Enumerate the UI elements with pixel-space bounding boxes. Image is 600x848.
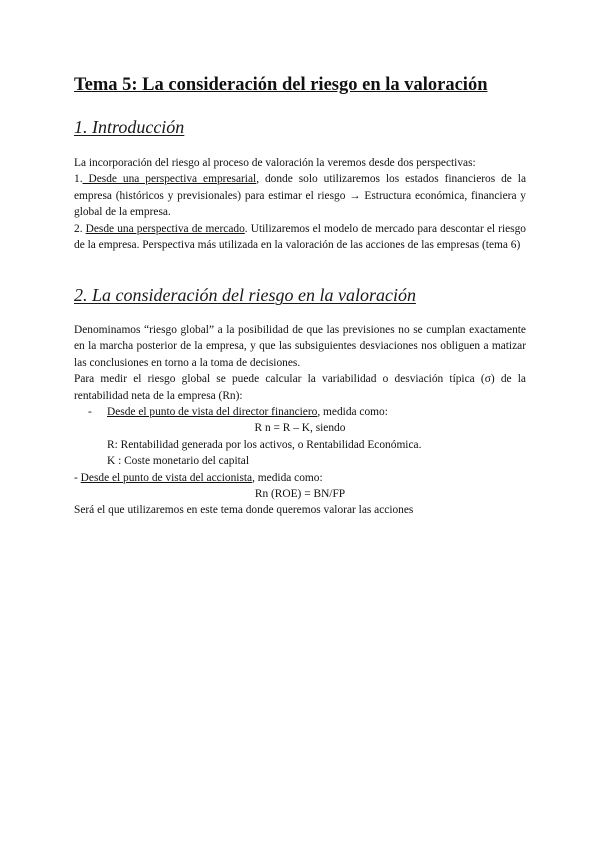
section-heading-introduccion: 1. Introducción — [74, 117, 185, 137]
list-item-text: , donde solo utilizaremos los estados financieros de la empresa (históricos y previsionales) para estimar el riesgo → Estructura económica, financiera y global de la empresa. — [74, 173, 527, 219]
definition-r: R: Rentabilidad generada por los activos, o Rentabilidad Económica. — [107, 438, 422, 451]
bullet-text: , medida como: — [317, 406, 388, 419]
intro-paragraph: La incorporación del riesgo al proceso de valoración la veremos desde dos perspectivas: — [74, 157, 476, 169]
section-heading-riesgo: 2. La consideración del riesgo en la valoración — [74, 285, 416, 305]
list-item-perspectiva-mercado — [74, 221, 526, 254]
definition-k: K : Coste monetario del capital — [107, 455, 250, 468]
list-item-number: 2. — [74, 222, 86, 235]
list-item-text: . Utilizaremos el modelo de mercado para descontar el riesgo de la empresa. Perspectiva más utilizada en la valoración de las acciones de las empresas (tema 6) — [74, 222, 526, 252]
list-item-label: Desde una perspectiva de mercado — [85, 222, 245, 235]
bullet-director-financiero — [74, 404, 526, 420]
formula-rn: R n = R – K, siendo — [254, 422, 346, 435]
list-item-perspectiva-empresarial — [74, 171, 526, 220]
list-item-label: Desde una perspectiva empresarial — [82, 173, 257, 186]
bullet-label: Desde el punto de vista del director financiero — [107, 406, 318, 419]
bullet-label: Desde el punto de vista del accionista — [80, 471, 253, 484]
bullet-accionista — [74, 470, 526, 486]
paragraph-medir-riesgo: Para medir el riesgo global se puede calcular la variabilidad o desviación típica (σ) de la rentabilidad neta de la empresa (Rn): — [74, 373, 526, 402]
formula-roe: Rn (ROE) = BN/FP — [254, 488, 346, 501]
list-item-number: 1. — [74, 173, 83, 186]
paragraph-riesgo-global: Denominamos “riesgo global” a la posibilidad de que las previsiones no se cumplan exactamente en la marcha posterior de la empresa, y que las subsiguientes desviaciones nos obliguen a matizar las conclusiones en torno a la toma de decisiones. — [74, 324, 526, 369]
section-body-riesgo — [74, 322, 526, 519]
bullet-dash: - — [74, 471, 81, 484]
section-body-introduccion — [74, 155, 526, 253]
document-title: Tema 5: La consideración del riesgo en la valoración — [74, 75, 488, 95]
bullet-text: , medida como: — [252, 471, 323, 484]
closing-paragraph: Será el que utilizaremos en este tema donde queremos valorar las acciones — [74, 504, 414, 517]
bullet-dash: - — [88, 406, 92, 419]
